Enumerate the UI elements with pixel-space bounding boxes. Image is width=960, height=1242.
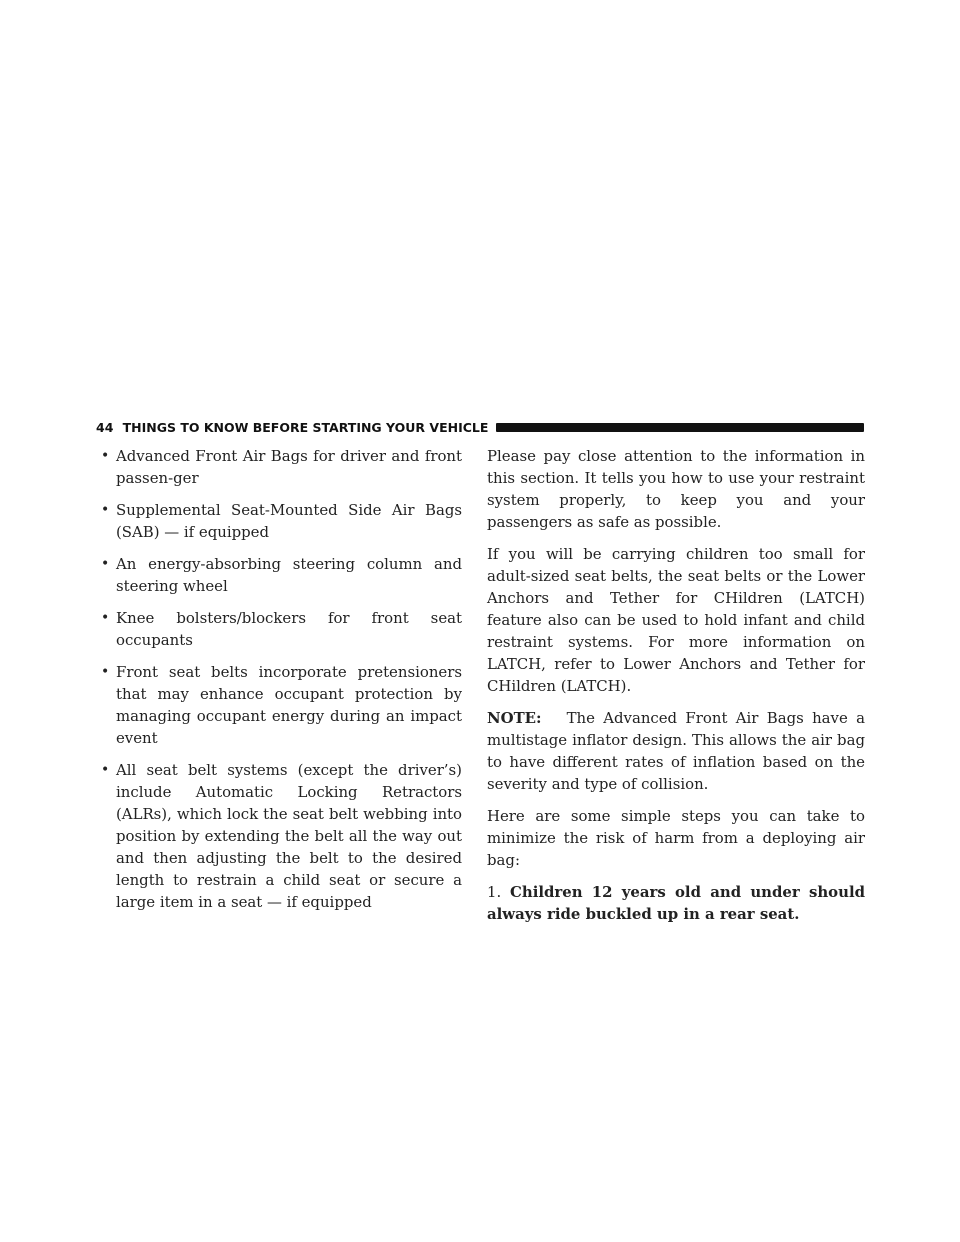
section-title: THINGS TO KNOW BEFORE STARTING YOUR VEHICLE (122, 419, 489, 435)
feature-list (97, 445, 462, 913)
list-item: • All seat belt systems (except the driver’s) include Automatic Locking Retractors (ALRs), which lock the seat belt webbing into position by extending the belt all the way out and then adjusting the belt to the desired length to restrain a child seat or secure a large item in a seat — if equipped (101, 761, 462, 911)
bullet-icon: • (101, 448, 110, 464)
note-text: The Advanced Front Air Bags have a multistage inflator design. This allows the air bag to have different rates of inflation based on the severity and type of collision. (487, 709, 866, 793)
note-paragraph (487, 707, 865, 795)
list-item: • Advanced Front Air Bags for driver and front passen-ger (101, 447, 462, 487)
page-number: 44 (96, 419, 114, 435)
header-rule (496, 423, 864, 432)
list-item: • An energy-absorbing steering column and steering wheel (101, 555, 462, 595)
bullet-icon: • (101, 664, 110, 680)
bullet-icon: • (101, 762, 110, 778)
page-header (96, 416, 864, 438)
steps-intro-paragraph: Here are some simple steps you can take to minimize the risk of harm from a deploying air bag: (487, 807, 865, 869)
bullet-icon: • (101, 502, 110, 518)
note-label: NOTE: (487, 709, 542, 727)
bullet-icon: • (101, 556, 110, 572)
list-item: • Front seat belts incorporate pretensioners that may enhance occupant protection by managing occupant energy during an impact event (101, 663, 462, 747)
bullet-icon: • (101, 610, 110, 626)
step-number: 1. (487, 883, 502, 901)
step-1 (487, 881, 865, 925)
list-item: • Knee bolsters/blockers for front seat occupants (101, 609, 462, 649)
right-column (487, 445, 865, 935)
step-text: Children 12 years old and under should always ride buckled up in a rear seat. (487, 883, 866, 923)
latch-paragraph: If you will be carrying children too small for adult-sized seat belts, the seat belts or the Lower Anchors and Tether for CHildren (LATCH) feature also can be used to hold infant and child restraint systems. For more information on LATCH, refer to Lower Anchors and Tether for CHildren (LATCH). (487, 545, 865, 695)
list-item: • Supplemental Seat-Mounted Side Air Bags (SAB) — if equipped (101, 501, 462, 541)
left-column (97, 445, 462, 923)
intro-paragraph: Please pay close attention to the information in this section. It tells you how to use your restraint system properly, to keep you and your passengers as safe as possible. (487, 447, 865, 531)
